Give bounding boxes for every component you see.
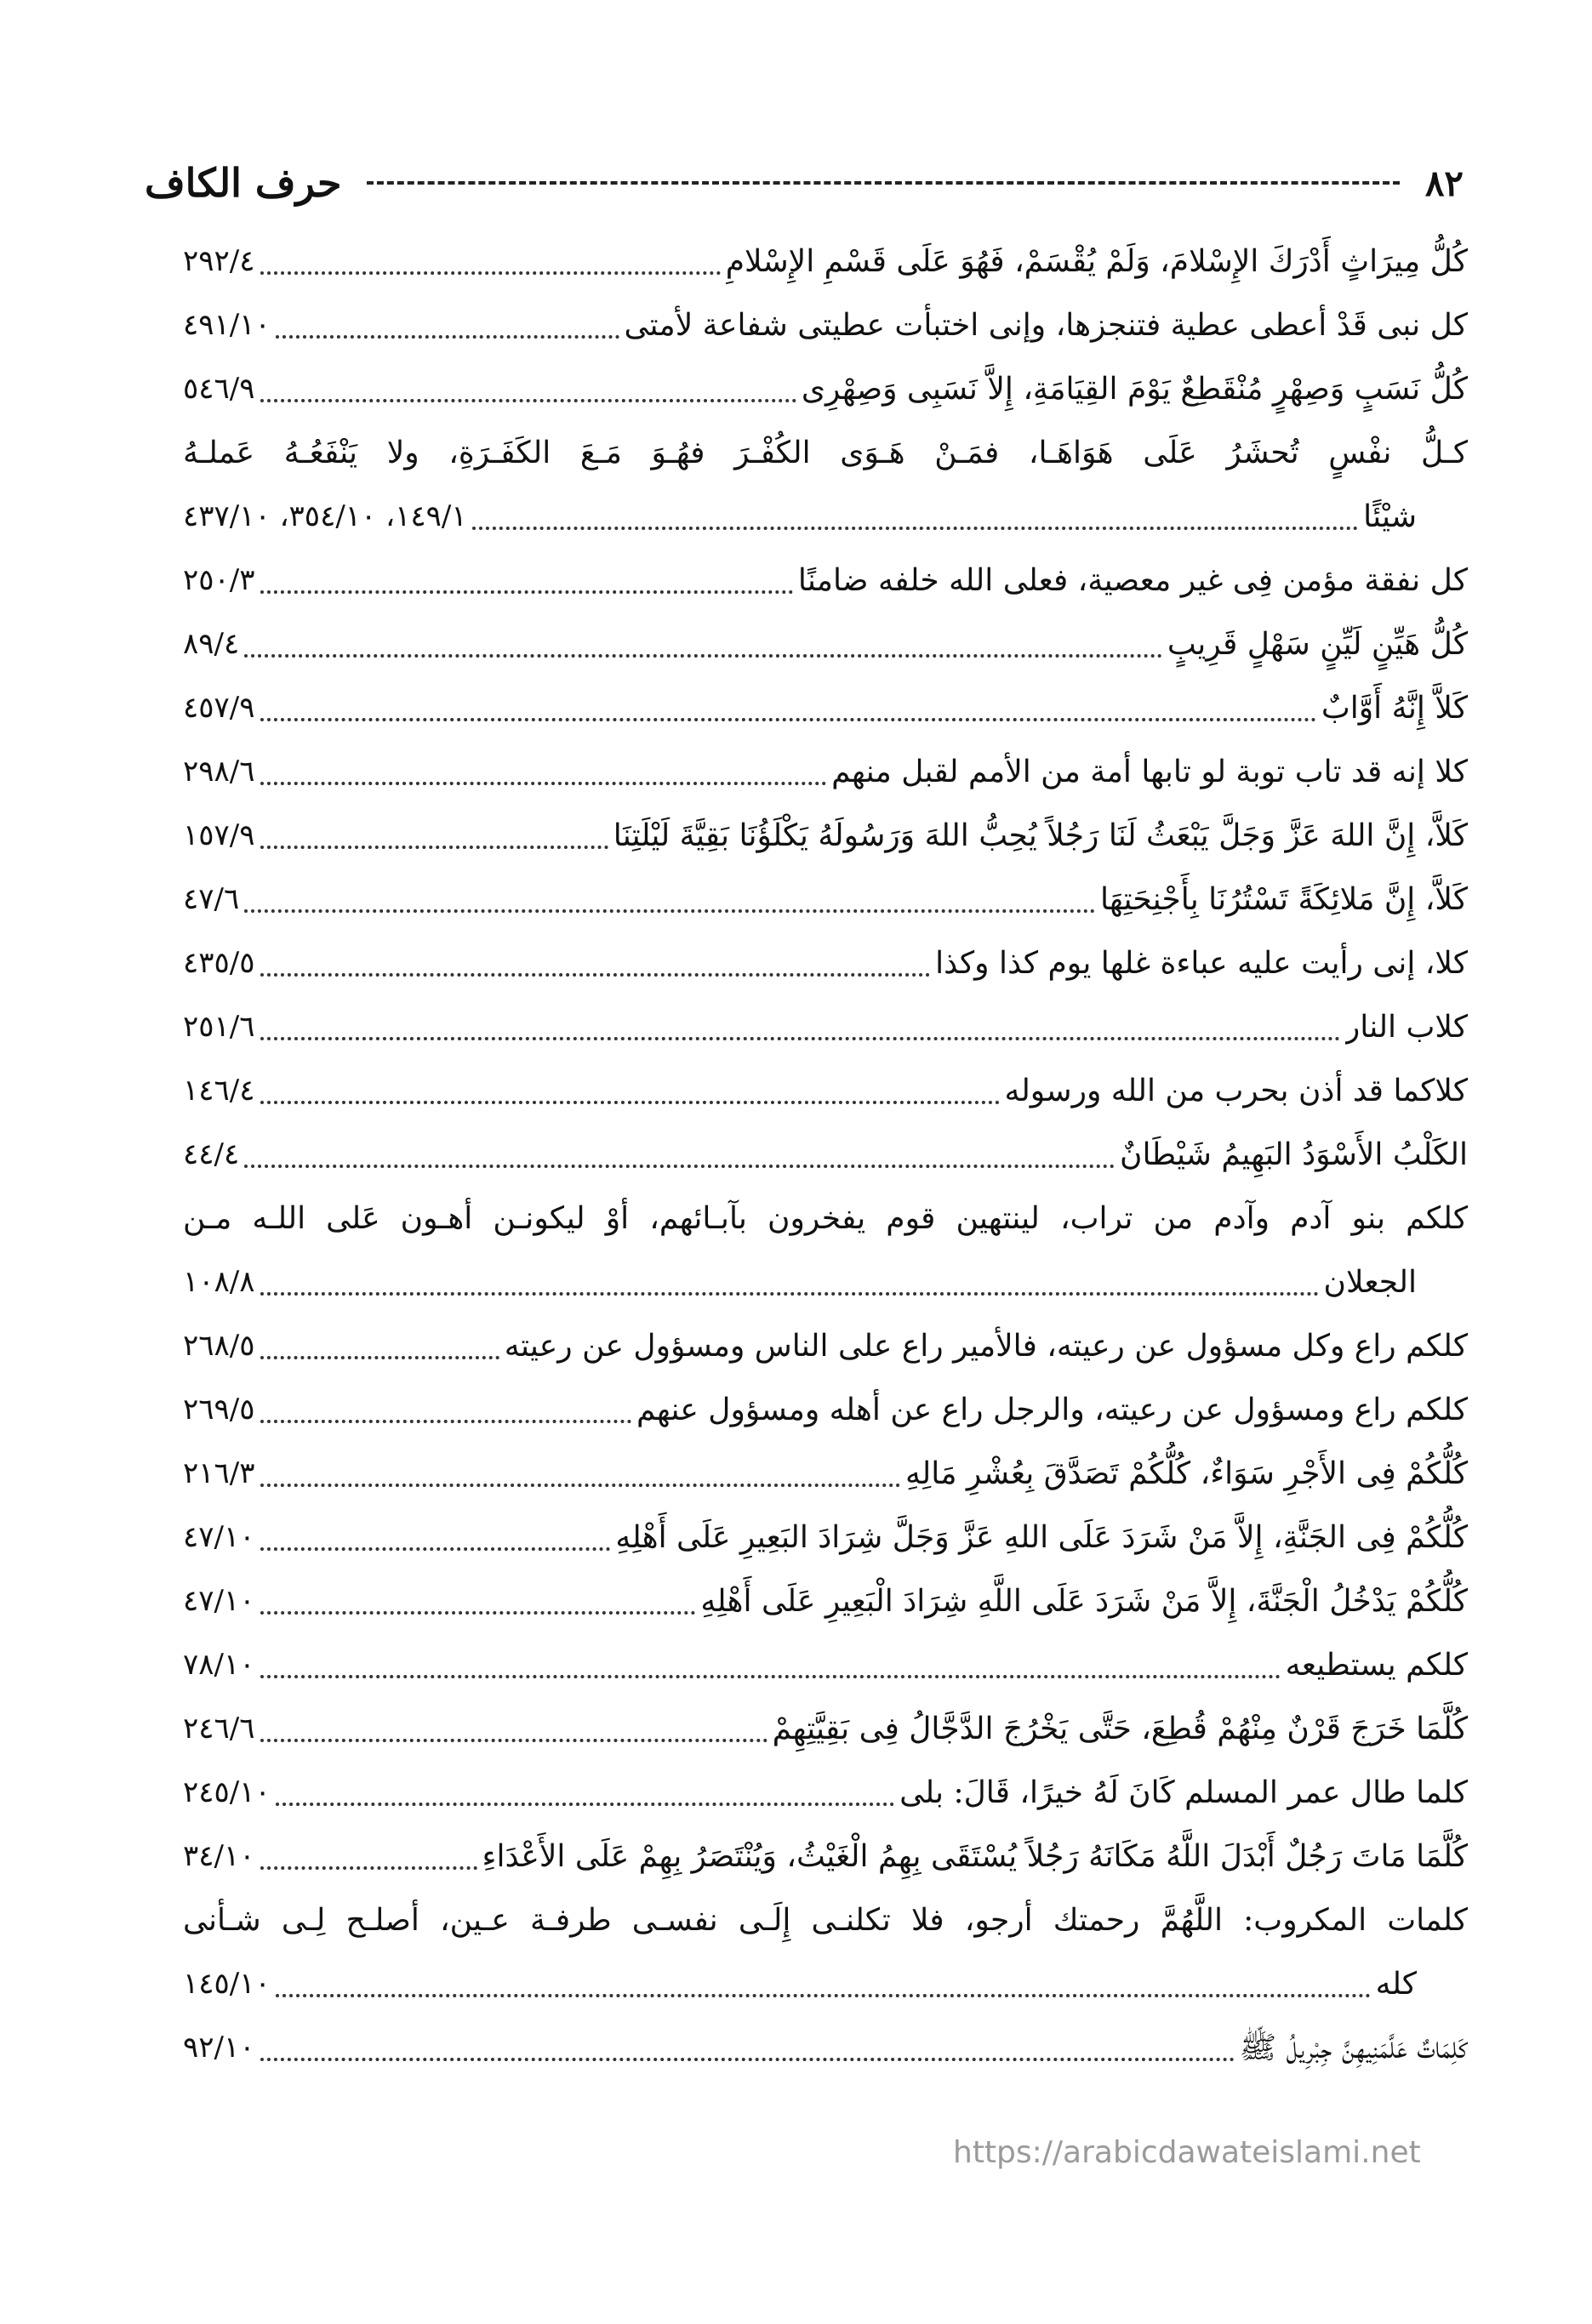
- index-entry: [183, 676, 1468, 740]
- hadith-index-list: [183, 230, 1468, 2080]
- entry-text: كُلَّمَا خَرَجَ قَرْنٌ مِنْهُمْ قُطِعَ، حَتَّى يَخْرُجَ الدَّجَّالُ فِى بَقِيَّتِهِمْ: [772, 1712, 1468, 1746]
- leader-dots: [260, 1675, 1281, 1678]
- leader-dots: [260, 1866, 477, 1870]
- entry-text: كلاب النار: [1344, 1010, 1468, 1045]
- entry-reference: ٢٥١/٦: [183, 1010, 255, 1044]
- entry-text: كُلُّ مِيرَاثٍ أَدْرَكَ الإِسْلامَ، وَلَمْ يُقْسَمْ، فَهُوَ عَلَى قَسْمِ الإِسْلامِ: [725, 244, 1468, 279]
- index-entry: [183, 1123, 1468, 1187]
- entry-reference: ١٤٦/٤: [183, 1074, 255, 1108]
- entry-reference: ٢٩٨/٦: [183, 755, 255, 789]
- entry-reference: ٨٩/٤: [183, 627, 240, 661]
- leader-dots: [472, 527, 1359, 530]
- entry-reference: ٤٧/١٠: [183, 1584, 255, 1618]
- leader-dots: [260, 1356, 499, 1359]
- entry-text: الجعلان: [1323, 1265, 1417, 1300]
- entry-reference: ٢٦٨/٥: [183, 1329, 255, 1363]
- index-entry: [183, 995, 1468, 1059]
- entry-text: كل نبى قَدْ أعطى عطية فتنجزها، وإنى اختبأت عطيتى شفاعة لأمتى: [624, 308, 1468, 343]
- entry-text: كلما طال عمر المسلم كَانَ لَهُ خيرًا، قَالَ: بلى: [899, 1775, 1468, 1810]
- entry-reference: ٢٩٢/٤: [183, 244, 255, 278]
- leader-dots: [276, 335, 619, 339]
- entry-text: كُلُّ هَيِّنٍ لَيِّنٍ سَهْلٍ قَرِيبٍ: [1167, 627, 1468, 662]
- entry-text: كلمات المكروب: اللَّهُمَّ رحمتك أرجو، فلا تكلنـى إِلَـى نفسـى طرفـة عـين، أصلـح لِـى شـأنى: [183, 1903, 1468, 1938]
- index-entry: [183, 1059, 1468, 1123]
- leader-dots: [260, 1547, 611, 1551]
- index-entry: [183, 931, 1468, 995]
- entry-text: كلكم راع ومسؤول عن رعيته، والرجل راع عن أهله ومسؤول عنهم: [636, 1393, 1468, 1427]
- leader-dots: [260, 399, 796, 402]
- index-entry: [183, 612, 1468, 676]
- index-entry: [183, 1250, 1468, 1314]
- entry-reference: ٢٤٦/٦: [183, 1712, 255, 1746]
- chapter-title: حرف الكاف: [145, 160, 342, 206]
- entry-text: كُلُّكُمْ فِى الجَنَّةِ، إِلاَّ مَنْ شَرَدَ عَلَى اللهِ عَزَّ وَجَلَّ شِرَادَ البَعِيرِ عَلَى أَهْلِهِ: [615, 1520, 1468, 1555]
- entry-reference: ٤٣٥/٥: [183, 946, 255, 980]
- index-entry: [183, 868, 1468, 931]
- entry-reference: ١٠٨/٨: [183, 1265, 255, 1299]
- header-rule: [367, 181, 1399, 185]
- entry-text: كله: [1375, 1967, 1417, 2002]
- watermark-url: https://arabicdawateislami.net: [953, 2135, 1421, 2170]
- index-entry: [183, 421, 1468, 485]
- entry-text: كلكم بنو آدم وآدم من تراب، لينتهين قوم يفخرون بآبـائهم، أوْ ليكونـن أهـون عَلى اللـه مـن: [183, 1201, 1468, 1236]
- entry-text: كُلُّكُمْ يَدْخُلُ الْجَنَّةَ، إِلاَّ مَنْ شَرَدَ عَلَى اللَّهِ شِرَادَ الْبَعِيرِ عَلَى أَهْلِهِ: [700, 1584, 1468, 1619]
- index-entry: [183, 1442, 1468, 1506]
- entry-reference: ٢٦٩/٥: [183, 1393, 255, 1427]
- leader-dots: [260, 271, 721, 275]
- entry-text: الكَلْبُ الأَسْوَدُ البَهِيمُ شَيْطَانٌ: [1120, 1137, 1468, 1172]
- index-entry: [183, 1761, 1468, 1825]
- entry-reference: ٢٤٥/١٠: [183, 1775, 271, 1809]
- index-entry: [183, 1569, 1468, 1633]
- leader-dots: [260, 1739, 767, 1742]
- entry-text: كَلاَّ إِنَّهُ أَوَّابٌ: [1321, 691, 1468, 726]
- entry-reference: ١٤٥/١٠: [183, 1967, 271, 2001]
- index-entry: [183, 1378, 1468, 1442]
- entry-reference: ٧٨/١٠: [183, 1648, 255, 1682]
- index-entry: [183, 485, 1468, 549]
- entry-text: كلا إنه قد تاب توبة لو تابها أمة من الأمم لقبل منهم: [831, 755, 1468, 789]
- leader-dots: [244, 909, 1095, 913]
- index-entry: [183, 1825, 1468, 1888]
- index-entry: [183, 293, 1468, 357]
- entry-text: كُلُّكُمْ فِى الأَجْرِ سَوَاءٌ، كُلُّكُمْ تَصَدَّقَ بِعُشْرِ مَالِهِ: [904, 1456, 1468, 1491]
- entry-text: كلكم راع وكل مسؤول عن رعيته، فالأمير راع على الناس ومسؤول عن رعيته: [504, 1329, 1468, 1364]
- leader-dots: [244, 654, 1162, 658]
- index-entry: [183, 1697, 1468, 1761]
- leader-dots: [260, 846, 608, 849]
- index-entry: [183, 1888, 1468, 1952]
- entry-reference: ٤٤/٤: [183, 1137, 240, 1171]
- leader-dots: [260, 1292, 1319, 1296]
- page-number: ٨٢: [1424, 162, 1464, 204]
- leader-dots: [260, 1101, 1000, 1104]
- leader-dots: [276, 1803, 894, 1806]
- index-entry: [183, 1187, 1468, 1250]
- entry-text: كلا، إنى رأيت عليه عباءة غلها يوم كذا وكذا: [935, 946, 1468, 981]
- leader-dots: [260, 1420, 631, 1423]
- index-entry: [183, 549, 1468, 612]
- entry-reference: ١٤٩/١، ٣٥٤/١٠، ٤٣٧/١٠: [183, 499, 467, 533]
- entry-text: كـلُّ نفْسٍ تُحشَرُ عَلَى هَوَاهَـا، فمَـنْ هَـوَى الكُفْـرَ فهُـوَ مَـعَ الكَفَـرَةِ، ولا يَنْفَعُـهُ عَملـهُ: [183, 436, 1468, 470]
- entry-text: كل نفقة مؤمن فِى غير معصية، فعلى الله خلفه ضامنًا: [797, 563, 1468, 598]
- leader-dots: [260, 2058, 1235, 2061]
- leader-dots: [260, 1037, 1340, 1040]
- leader-dots: [260, 1611, 696, 1615]
- index-entry: [183, 1952, 1468, 2016]
- leader-dots: [260, 1484, 900, 1487]
- index-entry: [183, 1314, 1468, 1378]
- leader-dots: [260, 590, 793, 594]
- entry-reference: ٢٥٠/٣: [183, 563, 255, 597]
- index-entry: [183, 804, 1468, 868]
- entry-text: كَلِمَاتٌ عَلَّمَنِيهِنَّ جِبْرِيلُ ﷺ: [1239, 2031, 1468, 2065]
- entry-reference: ٣٤/١٠: [183, 1839, 255, 1873]
- entry-text: كَلاَّ، إِنَّ اللهَ عَزَّ وَجَلَّ يَبْعَثُ لَنَا رَجُلاً يُحِبُّ اللهَ وَرَسُولَهُ يَكْلَؤُنَا بَقِيَّةَ لَيْلَتِنَا: [613, 818, 1468, 853]
- index-entry: [183, 2016, 1468, 2080]
- entry-text: كلكم يستطيعه: [1285, 1648, 1468, 1683]
- entry-reference: ٤٧/١٠: [183, 1520, 255, 1554]
- index-entry: [183, 357, 1468, 421]
- entry-text: كُلَّمَا مَاتَ رَجُلٌ أَبْدَلَ اللَّهُ مَكَانَهُ رَجُلاً يُسْتَقَى بِهِمُ الْغَيْثُ، وَيُنْتَصَرُ بِهِمْ عَلَى الأَعْدَاءِ: [482, 1839, 1468, 1874]
- leader-dots: [244, 1165, 1115, 1168]
- leader-dots: [260, 782, 827, 785]
- leader-dots: [260, 718, 1316, 721]
- leader-dots: [276, 1994, 1371, 1997]
- index-entry: [183, 1633, 1468, 1697]
- index-entry: [183, 740, 1468, 804]
- entry-reference: ٤٩١/١٠: [183, 308, 271, 342]
- entry-text: شيْئًا: [1363, 499, 1417, 534]
- entry-reference: ١٥٧/٩: [183, 818, 255, 852]
- leader-dots: [260, 973, 931, 977]
- page-header: [145, 153, 1464, 213]
- entry-text: كلاكما قد أذن بحرب من الله ورسوله: [1004, 1074, 1468, 1108]
- index-entry: [183, 1506, 1468, 1569]
- entry-reference: ٢١٦/٣: [183, 1456, 255, 1490]
- entry-text: كُلُّ نَسَبٍ وَصِهْرٍ مُنْقَطِعٌ يَوْمَ القِيَامَةِ، إِلاَّ نَسَبِى وَصِهْرِى: [801, 372, 1468, 407]
- entry-reference: ٥٤٦/٩: [183, 372, 255, 406]
- entry-text: كَلاَّ، إِنَّ مَلائِكَةً تَسْتُرُنَا بِأَجْنِحَتِهَا: [1099, 882, 1468, 917]
- entry-reference: ٤٥٧/٩: [183, 691, 255, 725]
- index-entry: [183, 230, 1468, 293]
- entry-reference: ٩٢/١٠: [183, 2031, 255, 2065]
- entry-reference: ٤٧/٦: [183, 882, 240, 916]
